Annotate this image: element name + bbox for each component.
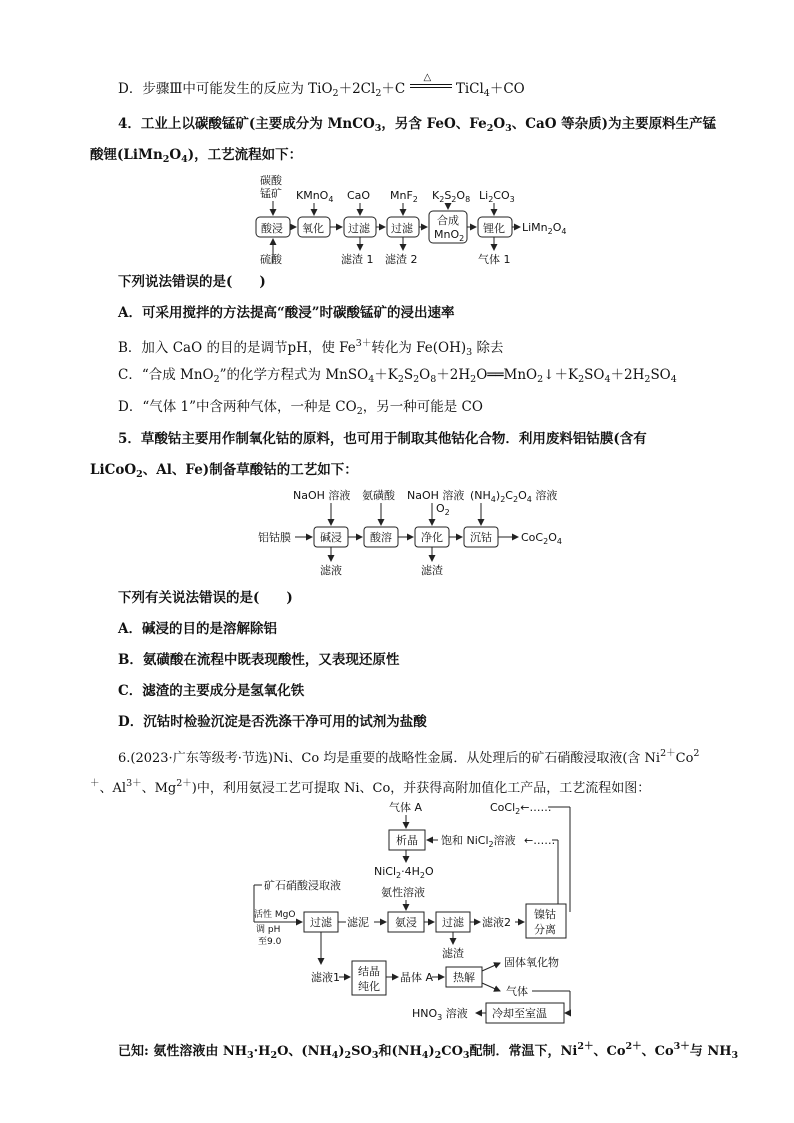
- q4-question: 下列说法错误的是( ): [118, 274, 266, 290]
- q4-k2s2o8-label: $K_2S_2O_8$: [432, 189, 471, 204]
- q6-mgo-label-2: 调 pH: [256, 925, 281, 935]
- q5-option-c: C．滤渣的主要成分是氢氧化铁: [118, 683, 305, 699]
- q6-flow-diagram: [254, 800, 570, 1023]
- q4-raw-label-2: 锰矿: [260, 187, 282, 200]
- q5-stem-line2: LiCoO$_2$、Al、Fe)制备草酸钴的工艺如下：: [90, 462, 358, 480]
- q6-filtrate-1-label: 滤液1: [311, 971, 340, 984]
- q4-option-c: C．“合成 MnO$_2$”的化学方程式为 $MnSO_4+K_2S_2O_8+2H_2O══MnO_2↓+K_2SO_4+2H_2SO_4$: [118, 367, 677, 385]
- q6-nicl2-product-label: $NiCl_2\cdot 4H_2O$: [374, 865, 434, 880]
- q4-box-oxidation-label: 氧化: [302, 222, 324, 235]
- q4-option-d: D．“气体 1”中含两种气体，一种是 $CO_2$，另一种可能是 CO: [118, 399, 483, 417]
- q4-raw-label-1: 碳酸: [260, 174, 282, 187]
- q6-gas-a-label: 气体 A: [389, 801, 423, 814]
- q4-flow-diagram: [256, 173, 567, 266]
- heat-equals-sign: △: [410, 83, 452, 93]
- q6-solid-oxide-label: 固体氧化物: [504, 956, 559, 969]
- q4-box-filter-2-label: 过滤: [391, 222, 413, 235]
- q6-box-crystallize-label: 析晶: [396, 834, 418, 847]
- q6-box-sep-label-2: 分离: [534, 923, 556, 936]
- q6-box-sep-label-1: 镍钴: [534, 908, 556, 921]
- q4-box-filter-1-label: 过滤: [348, 222, 370, 235]
- q5-oxalate-label: $(NH_4)_2C_2O_4$ 溶液: [470, 489, 558, 504]
- q4-box-synthesis-label: 合成: [437, 214, 459, 227]
- q5-question: 下列有关说法错误的是( ): [118, 590, 293, 606]
- q4-option-a: A．可采用搅拌的方法提高“酸浸”时碳酸锰矿的浸出速率: [118, 305, 455, 321]
- q6-mgo-label-1: 活性 MgO: [254, 910, 296, 920]
- q6-hno3-label: $HNO_3$ 溶液: [412, 1007, 468, 1022]
- q5-naoh-label-1: NaOH 溶液: [293, 489, 351, 502]
- q4-gas-1-label: 气体 1: [478, 253, 511, 266]
- q5-option-a: A．碱浸的目的是溶解除铝: [118, 621, 277, 637]
- q5-box-alkali-leach-label: 碱浸: [320, 531, 342, 544]
- q6-box-ammonia-leach-label: 氨浸: [395, 916, 417, 929]
- q6-box-pur-label-2: 纯化: [358, 980, 380, 993]
- q5-filtrate-label: 滤液: [320, 564, 342, 577]
- q6-stem-line1: 6.(2023·广东等级考·节选)Ni、Co 均是重要的战略性金属．从处理后的矿石硝酸浸取液(含 $Ni^{2+}Co^2$: [118, 748, 700, 766]
- q4-residue-1-label: 滤渣 1: [341, 253, 374, 266]
- q5-stem-line1: 5．草酸钴主要用作制氧化钴的原料，也可用于制取其他钴化合物．利用废料铝钴膜(含有: [118, 431, 647, 447]
- q5-option-b: B．氨磺酸在流程中既表现酸性，又表现还原性: [118, 652, 400, 668]
- q5-sulfamic-acid-label: 氨磺酸: [362, 489, 395, 502]
- q5-start-label: 铝钴膜: [258, 531, 291, 544]
- q4-kmno4-label: KMnO$_4$: [296, 189, 334, 204]
- q6-gas-label: 气体: [506, 985, 528, 998]
- q4-product-label: $LiMn_2O_4$: [522, 221, 567, 236]
- q4-li2co3-label: $Li_2CO_3$: [479, 189, 515, 204]
- q6-box-pyrolysis-label: 热解: [453, 971, 475, 984]
- q4-stem-line1: 4．工业上以碳酸锰矿(主要成分为 MnCO$_3$，另含 FeO、$Fe_2O_3$、CaO 等杂质)为主要原料生产锰: [118, 116, 717, 134]
- q5-naoh-label-2: NaOH 溶液: [407, 489, 465, 502]
- q4-option-b: B．加入 CaO 的目的是调节pH，使 $Fe^{3+}$转化为 $Fe(OH)_3$ 除去: [118, 338, 504, 358]
- q6-residue-label: 滤渣: [442, 947, 464, 960]
- q4-box-lithiation-label: 锂化: [483, 222, 505, 235]
- q6-known-line: 已知: 氨性溶液由 $NH_3\cdot H_2O$、$(NH_4)_2SO_3$和$(NH_4)_2CO_3$配制．常温下，$Ni^{2+}$、$Co^{2+}$、$Co^{3+}$与 $NH_3$: [118, 1041, 739, 1061]
- q6-mud-label: 滤泥: [347, 916, 369, 929]
- q5-product-label: $CoC_2O_4$: [521, 531, 562, 546]
- q6-box-cool-label: 冷却至室温: [492, 1007, 547, 1020]
- q4-stem-line2: 酸锂$(LiMn_2O_4)$，工艺流程如下：: [90, 147, 303, 165]
- q5-o2-label: $O_2$: [436, 502, 450, 517]
- q5-flow-diagram: [258, 488, 562, 577]
- q5-box-precip-cobalt-label: 沉钴: [470, 531, 492, 544]
- q4-mnf2-label: MnF$_2$: [390, 189, 418, 204]
- q4-cao-label: CaO: [347, 189, 371, 202]
- q5-box-purify-label: 净化: [421, 531, 443, 544]
- q5-box-acid-dissolve-label: 酸溶: [370, 531, 392, 544]
- q6-back-dots: ←……: [524, 834, 556, 847]
- q6-box-filter-2-label: 过滤: [442, 916, 464, 929]
- q4-box-acid-leach-label: 酸浸: [261, 222, 283, 235]
- q6-box-pur-label-1: 结晶: [358, 965, 380, 978]
- q6-crystal-a-label: 晶体 A: [400, 971, 434, 984]
- q4-box-synthesis-mno2-label: MnO$_2$: [434, 228, 465, 243]
- q6-box-filter-1-label: 过滤: [310, 916, 332, 929]
- q5-residue-label: 滤渣: [421, 564, 443, 577]
- q6-filtrate-2-label: 滤液2: [482, 916, 511, 929]
- q6-mgo-label-3: 至9.0: [258, 937, 282, 947]
- q6-sat-nicl2-label: 饱和 NiCl$_2$溶液: [441, 834, 516, 849]
- q6-cocl2-label: CoCl$_2$←……: [490, 801, 552, 816]
- q6-stem-line2: ＋、$Al^{3+}$、$Mg^{2+}$)中，利用氨浸工艺可提取 Ni、Co，并获得高附加值化工产品，工艺流程如图：: [90, 778, 651, 796]
- q3-option-d: D．步骤Ⅲ中可能发生的反应为 $TiO_2+2Cl_2+C$ △ TiCl$_4$＋CO: [118, 72, 525, 99]
- q6-ammonia-solution-label: 氨性溶液: [381, 886, 425, 899]
- q4-residue-2-label: 滤渣 2: [385, 253, 418, 266]
- q5-option-d: D．沉钴时检验沉淀是否洗涤干净可用的试剂为盐酸: [118, 714, 427, 730]
- q4-sulfuric-acid-label: 硫酸: [260, 253, 282, 266]
- q6-leach-liquor-label: 矿石硝酸浸取液: [264, 879, 341, 892]
